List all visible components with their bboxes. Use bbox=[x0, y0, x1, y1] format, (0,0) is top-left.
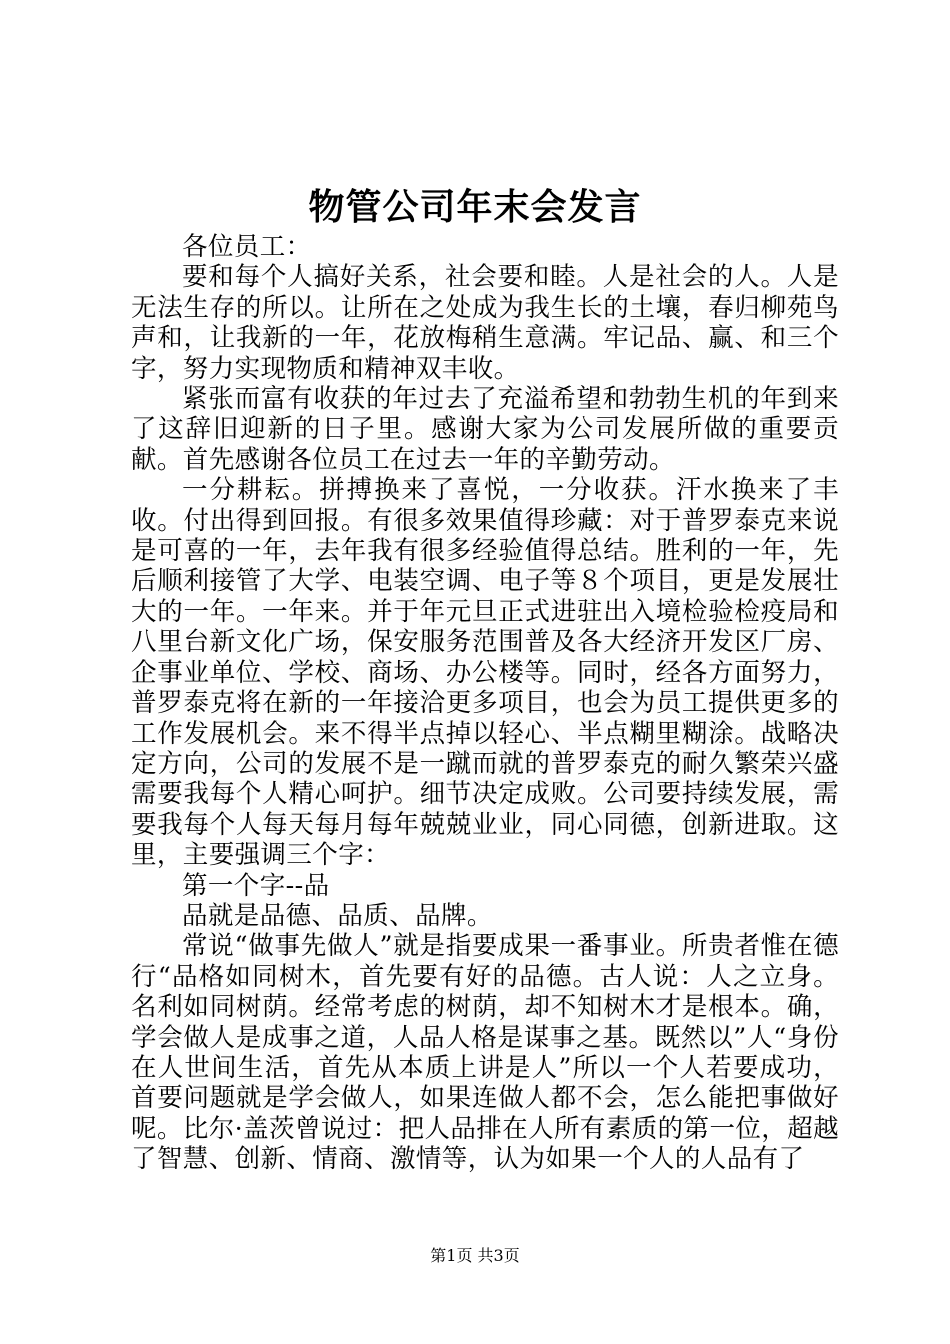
body-paragraph: 品就是品德、品质、品牌。 bbox=[182, 900, 493, 931]
body-paragraph: 要和每个人搞好关系，社会要和睦。人是社会的人。人是无法生存的所以。让所在之处成为我生长的土壤，春归柳苑鸟声和，让我新的一年，花放梅稍生意满。牢记品、赢、和三个字，努力实现物质和精神双丰收。 bbox=[131, 262, 839, 384]
document-body bbox=[131, 232, 839, 1175]
salutation-paragraph: 各位员工： bbox=[182, 232, 312, 262]
document-title: 物管公司年末会发言 bbox=[308, 186, 642, 228]
body-paragraph: 紧张而富有收获的年过去了充溢希望和勃勃生机的年到来了这辞旧迎新的日子里。感谢大家为公司发展所做的重要贡献。首先感谢各位员工在过去一年的辛勤劳动。 bbox=[131, 384, 839, 475]
page-number-footer: 第1页 共3页 bbox=[430, 1246, 520, 1265]
section-heading: 第一个字--品 bbox=[182, 870, 330, 901]
body-paragraph: 一分耕耘。拼搏换来了喜悦，一分收获。汗水换来了丰收。付出得到回报。有很多效果值得珍藏：对于普罗泰克来说是可喜的一年，去年我有很多经验值得总结。胜利的一年，先后顺利接管了大学、电装空调、电子等８个项目，更是发展壮大的一年。一年来。并于年元旦正式进驻出入境检验检疫局和八里台新文化广场，保安服务范围普及各大经济开发区厂房、企事业单位、学校、商场、办公楼等。同时，经各方面努力，普罗泰克将在新的一年接洽更多项目，也会为员工提供更多的工作发展机会。来不得半点掉以轻心、半点糊里糊涂。战略决定方向，公司的发展不是一蹴而就的普罗泰克的耐久繁荣兴盛需要我每个人精心呵护。细节决定成败。公司要持续发展，需要我每个人每天每月每年兢兢业业，同心同德，创新进取。这里，主要强调三个字： bbox=[131, 475, 839, 871]
body-paragraph: 常说“做事先做人”就是指要成果一番事业。所贵者惟在德行“品格如同树木，首先要有好的品德。古人说：人之立身。名利如同树荫。经常考虑的树荫，却不知树木才是根本。确，学会做人是成事之道，人品人格是谋事之基。既然以”人“身份在人世间生活，首先从本质上讲是人”所以一个人若要成功，首要问题就是学会做人，如果连做人都不会，怎么能把事做好呢。比尔·盖茨曾说过：把人品排在人所有素质的第一位，超越了智慧、创新、情商、激情等，认为如果一个人的人品有了 bbox=[131, 931, 839, 1175]
